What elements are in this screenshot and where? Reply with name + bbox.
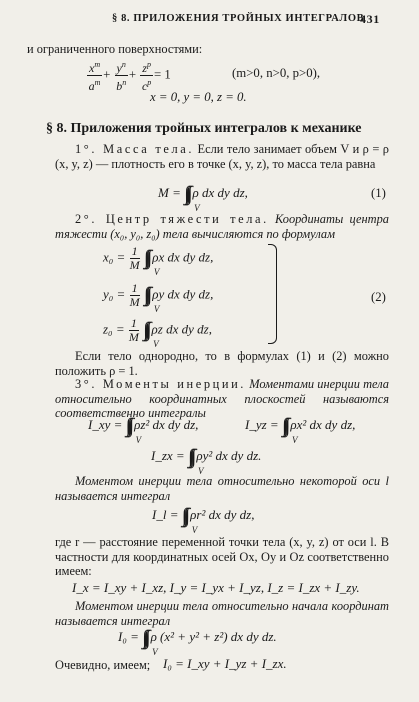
- center-text: Координаты центра тяжести (x₀, y₀, z₀) тела вычисляются по формулам: [55, 212, 389, 241]
- ixy-formula: I_xy = ∫∫∫ V ρz² dx dy dz,: [88, 415, 199, 445]
- il-formula: I_l = ∫∫∫ V ρr² dx dy dz,: [152, 505, 255, 535]
- center-paragraph: [55, 212, 389, 241]
- center-label: 2°. Центр тяжести тела.: [75, 212, 269, 226]
- page-number: 431: [360, 12, 380, 26]
- inertia-text: Моментами инерции тела относительно координатных плоскостей называются соответственно интегралы: [55, 377, 389, 421]
- intro-planes: x = 0, y = 0, z = 0.: [150, 90, 247, 104]
- iyz-formula: I_yz = ∫∫∫ V ρx² dx dy dz,: [245, 415, 356, 445]
- x0-formula: x₀ = $\frac{1}{M}$ ∫∫∫ V ρx dx dy dz,: [103, 244, 214, 278]
- mass-formula: M = ∫∫∫ V ρ dx dy dz,: [158, 183, 248, 213]
- obvious-label: Очевидно, имеем;: [55, 658, 151, 672]
- intro-line: и ограниченного поверхностями:: [27, 42, 203, 56]
- inertia-label: 3°. Моменты инерции.: [75, 377, 247, 391]
- izx-formula: I_zx = ∫∫∫ V ρy² dx dy dz.: [151, 446, 262, 476]
- section-title: § 8. Приложения тройных интегралов к механике: [46, 121, 362, 136]
- intro-conditions: (m>0, n>0, p>0),: [232, 66, 321, 80]
- origin-paragraph: Моментом инерции тела относительно начала координат называется интеграл: [55, 599, 389, 628]
- eq-num-1: (1): [371, 186, 386, 200]
- ellipsoid-equation: $\frac{x^m}{a^m}$ + $\frac{y^n}{b^n}$ + $\frac{z^p}{c^p}$ = 1: [88, 60, 171, 93]
- mass-text: Если тело занимает объем V и ρ = ρ (x, y, z) — плотность его в точке (x, y, z), то масса тела равна: [55, 142, 389, 171]
- axis-paragraph: Моментом инерции тела относительно некоторой оси l называется интеграл: [55, 474, 389, 503]
- system-brace: [268, 244, 277, 344]
- z0-formula: z₀ = $\frac{1}{M}$ ∫∫∫ V ρz dx dy dz,: [103, 316, 212, 350]
- eq-num-2: (2): [371, 290, 386, 304]
- obvious-formula: I₀ = I_xy + I_yz + I_zx.: [163, 656, 287, 671]
- homogeneous-note: Если тело однородно, то в формулах (1) и (2) можно положить ρ = 1.: [55, 349, 389, 378]
- mass-paragraph: [55, 142, 389, 171]
- distance-paragraph: где r — расстояние переменной точки тела (x, y, z) от оси l. В частности для координатных осей Ox, Oy и Oz соответственно имеем:: [55, 535, 389, 579]
- y0-formula: y₀ = $\frac{1}{M}$ ∫∫∫ V ρy dx dy dz,: [103, 281, 214, 315]
- running-header-title: § 8. ПРИЛОЖЕНИЯ ТРОЙНЫХ ИНТЕГРАЛОВ: [112, 13, 365, 24]
- i0-formula: I₀ = ∫∫∫ V ρ (x² + y² + z²) dx dy dz.: [118, 627, 277, 657]
- mass-label: 1°. Масса тела.: [75, 142, 195, 156]
- axes-inertia-formula: I_x = I_xy + I_xz, I_y = I_yx + I_yz, I_z = I_zx + I_zy.: [72, 580, 360, 595]
